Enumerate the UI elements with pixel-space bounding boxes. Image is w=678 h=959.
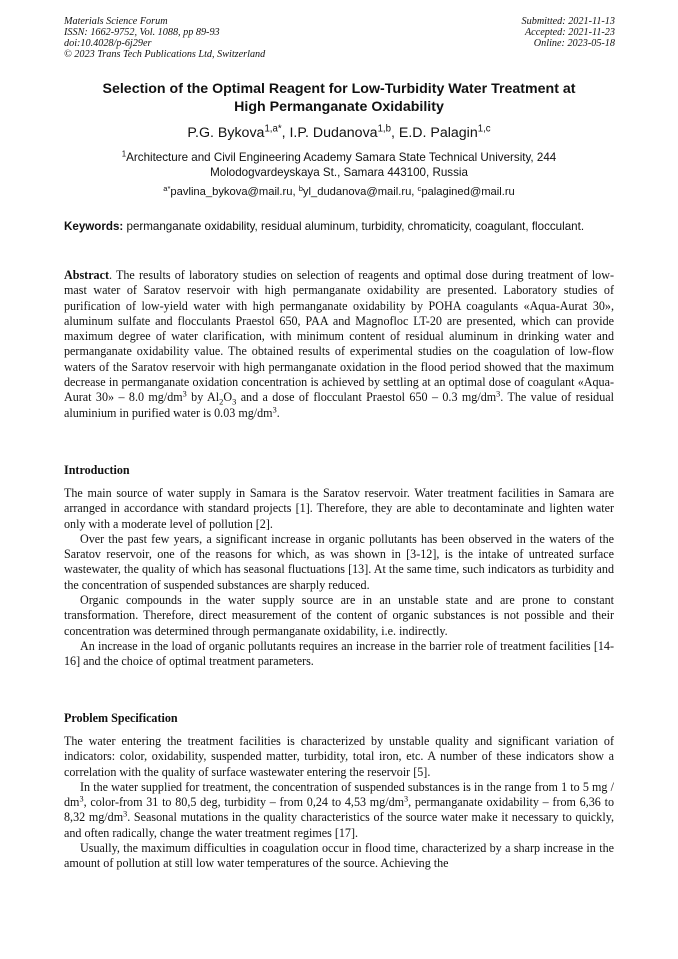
problem-p2-text-3: , permanganate oxidability – from 6,36 to 8,32 mg/dm bbox=[64, 795, 614, 825]
problem-section bbox=[64, 734, 614, 872]
journal-copyright: © 2023 Trans Tech Publications Ltd, Switzerland bbox=[64, 49, 266, 60]
email-a: pavlina_bykova@mail.ru, bbox=[170, 186, 299, 198]
abstract-sub-1: 2 bbox=[219, 396, 224, 407]
accepted-date: Accepted: 2021-11-23 bbox=[524, 27, 615, 38]
affiliation-line-1: Architecture and Civil Engineering Academy Samara State Technical University, 244 bbox=[126, 151, 557, 164]
problem-paragraph-2 bbox=[64, 780, 614, 841]
author-1-sup: 1,a* bbox=[264, 123, 282, 135]
intro-paragraph-2: Over the past few years, a significant increase in organic pollutants has been observed in the waters of the Saratov reservoir, one of the reasons for which, as was shown in [3-12], is the intake of untreated surface wastewater, the quality of which has seasonal fluctuations [13]. At the same time, such indicators as turbidity and the concentration of suspended substances are sharply reduced. bbox=[64, 531, 614, 592]
keywords bbox=[64, 220, 614, 235]
keywords-text: permanganate oxidability, residual aluminum, turbidity, chromaticity, coagulant, flocculant. bbox=[123, 220, 585, 233]
intro-paragraph-4: An increase in the load of organic pollutants requires an increase in the barrier role of treatment facilities [14-16] and the choice of optimal treatment parameters. bbox=[64, 638, 614, 669]
problem-p2-text-2: , color-from 31 to 80,5 deg, turbidity – from 0,24 to 4,53 mg/dm bbox=[83, 795, 405, 810]
problem-paragraph-1: The water entering the treatment facilities is characterized by unstable quality and significant variation of indicators: color, oxidability, suspended matter, turbidity, total iron, etc. A number of these indicators show a correlation with the quality of surface wastewater entering the reservoir [5]. bbox=[64, 734, 614, 779]
abstract-label: Abstract bbox=[64, 268, 110, 282]
submitted-date: Submitted: 2021-11-13 bbox=[521, 16, 615, 27]
authors bbox=[40, 124, 638, 142]
problem-p2-text-4: . Seasonal mutations in the quality characteristics of the source water make it necessary to quickly, and often radically, change the water treatment regimes [17]. bbox=[64, 810, 614, 840]
abstract-text-1: . The results of laboratory studies on selection of reagents and optimal dose during treatment of low-mast water of Saratov reservoir with high permanganate oxidability are presented. Laboratory studies of purification of low-yield water with high permanganate oxidability by POHA coagulants «Aqua-Aurat 30», aluminum sulfate and flocculants Praestol 650, PAA and Magnofloc LT-20 are presented, which can provide maximum degree of water clarification, with minimum content of residual aluminum in drinking water and permanganate oxidability value. The obtained results of experimental studies on the coagulation of low-flow waters of the Saratov reservoir with high permanganate oxidation in the flood period showed that the maximum decrease in permanganate oxidation concentration is achieved by settling at an optimal dose of coagulant «Aqua-Aurat 30» – 8.0 mg/dm bbox=[64, 268, 614, 405]
online-date: Online: 2023-05-18 bbox=[533, 38, 615, 49]
abstract-text-5: . The value of residual aluminium in purified water is 0.03 mg/dm bbox=[64, 390, 614, 420]
journal-issn: ISSN: 1662-9752, Vol. 1088, pp 89-93 bbox=[64, 27, 220, 38]
intro-paragraph-3: Organic compounds in the water supply source are in an unstable state and are prone to constant transformation. Therefore, direct measurement of the content of organic substances is not possible and their concentration was determined through permanganate oxidability, i.e. indirectly. bbox=[64, 593, 614, 638]
journal-info bbox=[64, 16, 265, 60]
author-2: , I.P. Dudanova bbox=[281, 125, 378, 141]
journal-doi: doi:10.4028/p-6j29er bbox=[64, 38, 152, 49]
author-3: , E.D. Palagin bbox=[390, 125, 478, 141]
email-b-sup: b bbox=[298, 183, 303, 193]
affiliation-line-2: Molodogvardeyskaya St., Samara 443100, Russia bbox=[210, 166, 468, 179]
author-3-sup: 1,c bbox=[477, 123, 491, 135]
paper-title bbox=[50, 80, 628, 116]
abstract-sup-1: 3 bbox=[182, 389, 187, 399]
abstract-text-3: O bbox=[223, 390, 233, 405]
problem-sup-3: 3 bbox=[123, 809, 128, 819]
intro-paragraph-1: The main source of water supply in Samara is the Saratov reservoir. Water treatment facilities in Samara are arranged in accordance with standard projects [1]. Therefore, they are able to decontaminate and lighten water only with a moderate level of pollution [2]. bbox=[64, 486, 614, 531]
abstract-text-4: and a dose of flocculant Praestol 650 – 0.3 mg/dm bbox=[236, 390, 497, 405]
email-a-sup: a* bbox=[163, 183, 171, 193]
dates-info bbox=[522, 16, 615, 49]
abstract-sup-2: 3 bbox=[496, 389, 501, 399]
email-c: palagined@mail.ru bbox=[421, 186, 515, 198]
affiliation-sup: 1 bbox=[121, 149, 127, 159]
section-heading-introduction: Introduction bbox=[64, 463, 130, 477]
section-heading-problem: Problem Specification bbox=[64, 711, 178, 725]
emails bbox=[60, 185, 618, 199]
problem-paragraph-3: Usually, the maximum difficulties in coagulation occur in flood time, characterized by a sharp increase in the amount of pollution at still low water temperatures of the source. Achieving the bbox=[64, 841, 614, 871]
affiliation bbox=[80, 150, 598, 180]
abstract bbox=[64, 268, 614, 421]
keywords-label: Keywords: bbox=[64, 220, 124, 233]
author-2-sup: 1,b bbox=[377, 123, 391, 135]
email-b: yl_dudanova@mail.ru, bbox=[302, 186, 418, 198]
abstract-text-2: by Al bbox=[186, 390, 220, 405]
email-c-sup: c bbox=[417, 183, 422, 193]
introduction-section bbox=[64, 486, 614, 670]
author-1: P.G. Bykova bbox=[187, 125, 265, 141]
abstract-text-6: . bbox=[276, 405, 280, 420]
title-line-1: Selection of the Optimal Reagent for Low-Turbidity Water Treatment at bbox=[102, 81, 576, 97]
abstract-sup-3: 3 bbox=[272, 405, 277, 415]
title-line-2: High Permanganate Oxidability bbox=[234, 99, 444, 115]
problem-sup-1: 3 bbox=[79, 794, 84, 804]
journal-name: Materials Science Forum bbox=[64, 16, 168, 27]
problem-p2-text-1: In the water supplied for treatment, the concentration of suspended substances is in the range from 1 to 5 mg / dm bbox=[64, 779, 614, 810]
problem-sup-2: 3 bbox=[404, 794, 409, 804]
abstract-sub-2: 3 bbox=[232, 396, 237, 407]
